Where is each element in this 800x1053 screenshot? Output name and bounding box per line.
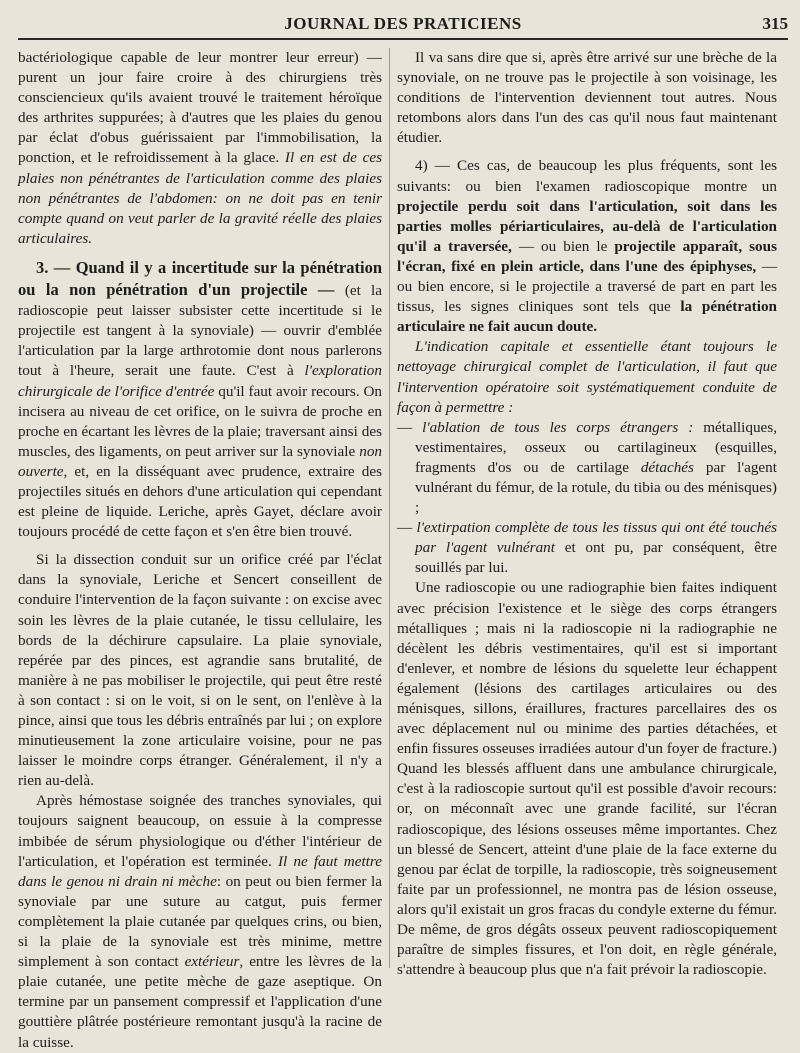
paragraph-radioscopie: Une radioscopie ou une radiographie bien faites indiquent avec précision l'existence et le siège des corps étrangers métalliques ; mais ni la radioscopie ni la radiographie ne décèlent les débris vestimentaires, qu'il est si important d'enlever, et nombre de lésions du squelette leur échappent également (lésions des cartilages articulaires ou des ménisques, sillons, éraillures, fractures parcellaires des os avec déplacement nul ou minime des parties détachées, et enfin fissures osseuses irradiées autour d'un foyer de fracture.) Quand les blessés affluent dans une ambulance chirurgicale, c'est à la radioscopie surtout qu'il est possible d'avoir recours: or, on méconnaît avec une grande facilité, sur l'écran radioscopique, des lésions osseuses même importantes. Chez un blessé de Sencert, atteint d'une plaie de la face externe du genou par éclat de torpille, la radioscopie, très soigneusement faite par un professionnel, ne montra pas de lésion osseuse, alors qu'il existait un gros fracas du condyle externe du fémur. De même, de gros dégâts osseux peuvent radioscopiquement paraître de simples fissures, et l'on doit, en règle générale, s'attendre à beaucoup plus que n'a fait prévoir la radioscopie. <box>397 579 777 979</box>
paragraph-bacteriologique <box>18 48 382 249</box>
left-column <box>18 48 382 1053</box>
paragraph-indication-capitale: L'indication capitale et essentielle étant toujours le nettoyage chirurgical complet de l'articulation, il faut que l'intervention opératoire soit systématiquement conduite de façon à permettre : <box>397 338 777 416</box>
paragraph-dissection: Si la dissection conduit sur un orifice créé par l'éclat dans la synoviale, Leriche et Sencert conseillent de conduire l'intervention de la façon suivante : on excise avec soin les lèvres de la plaie cutanée, le tissu cellulaire, les bords de la déchirure capsulaire. La plaie synoviale, repérée par des pinces, est agrandie sans brutalité, de manière à ne pas mobiliser le projectile, qui peut être resté à son contact : si on le voit, si on le sent, on l'enlève à la pince, ainsi que tous les débris entraînés par lui ; on explore minutieusement la zone articulaire voisine, pour ne pas laisser le moindre corps étranger. Généralement, il n'y a rien au-delà. <box>18 551 382 790</box>
paragraph-text: , et, en la disséquant avec prudence, extraire des projectiles situés en dehors d'une articulation qui cependant est pleine de liquide. Leriche, après Gayet, déclare avoir toujours procédé de cette façon et s'en être bien trouvé. <box>18 462 382 541</box>
italic-emphasis: non ouverte <box>18 442 382 480</box>
italic-emphasis: l'extirpation complète de tous les tissus qui ont été touchés par l'agent vulnérant <box>415 519 777 557</box>
paragraph-text: — ou bien le <box>511 237 615 255</box>
paragraph-hemostase <box>18 791 382 1052</box>
italic-emphasis: Il en est de ces plaies non pénétrantes de l'articulation comme des plaies non pénétrantes de l'abdomen: on ne doit pas en tenir compte quand on veut parler de la gravité réelle des plaies articulaires. <box>18 149 382 247</box>
section-3-paragraph <box>18 257 382 542</box>
paragraph-text: (et la radioscopie peut laisser subsister cette incertitude si le projectile est tangent à la synoviale) — ouvrir d'emblée l'articulation par la large arthrotomie dont nous parlerons tout à l'heure, serait une faute. C'est à <box>18 282 382 380</box>
bold-emphasis: la pénétration articulaire ne fait aucun doute. <box>397 298 777 336</box>
section-3-heading: 3. — Quand il y a incertitude sur la pénétration ou la non pénétration d'un projectile — <box>18 257 382 300</box>
list-item-ablation <box>397 418 777 518</box>
paragraph-text: — ou bien encore, si le projectile a traversé de part en part les tissus, les signes cliniques sont tels que <box>397 257 778 316</box>
list-item-extirpation <box>397 518 777 578</box>
paragraph-text: et ont pu, par conséquent, être souillés par lui. <box>415 539 778 577</box>
bold-emphasis: projectile apparaît, sous l'écran, fixé en plein article, dans l'une des épiphyses, <box>397 237 778 275</box>
page-number: 315 <box>762 14 788 33</box>
list-dash: — <box>397 418 423 436</box>
paragraph-text: par l'agent vulnérant du fémur, de la rotule, du tibia ou des ménisques) ; <box>415 458 777 517</box>
paragraph-text: Après hémostase soignée des tranches synoviales, qui toujours saignent beaucoup, on essuie à la compresse imbibée de sérum physiologique ou d'éther l'intérieur de l'articulation, et l'opération est terminée. <box>18 792 382 870</box>
paragraph-text: , entre les lèvres de la plaie cutanée, une petite mèche de gaze aseptique. On termine par un pansement compressif et l'application d'une gouttière plâtrée postérieure remontant jusqu'à la racine de la cuisse. <box>18 953 382 1051</box>
list-dash: — <box>397 519 417 537</box>
paragraph-text: 4) — Ces cas, de beaucoup les plus fréquents, sont les suivants: ou bien l'examen radioscopique montre un <box>397 157 777 195</box>
paragraph-text: : on peut ou bien fermer la synoviale par une suture au catgut, puis fermer complètement la plaie cutanée par quelques crins, ou bien, si la plaie de la synoviale est très minime, mettre simplement à son contact <box>18 872 382 971</box>
paragraph-text: métalliques, vestimentaires, osseux ou cartilagineux (esquilles, fragments d'os ou de cartilage <box>415 418 778 476</box>
paragraph-il-va-sans-dire: Il va sans dire que si, après être arrivé sur une brèche de la synoviale, on ne trouve pas le projectile à son voisinage, les conditions de l'intervention deviennent tout autres. Nous retombons alors dans l'un des cas qu'il nous faut maintenant étudier. <box>397 49 777 147</box>
right-column <box>397 48 777 980</box>
italic-emphasis: l'ablation de tous les corps étrangers : <box>422 418 694 436</box>
paragraph-text: bactériologique capable de leur montrer leur erreur) — purent un jour faire croire à des chirurgiens très consciencieux qu'ils avaient trouvé le traitement héroïque des arthrites suppurées; à d'autres que les plaies du genou par éclat d'obus guérissaient par l'immobilisation, la ponction, et le refroidissement à la glace. <box>18 49 382 167</box>
bold-emphasis: projectile perdu soit dans l'articulation, soit dans les parties molles périarticulaires, au-delà de l'articulation qu'il a traversée, <box>397 197 777 255</box>
paragraph-text: qu'il faut avoir recours. On incisera au niveau de cet orifice, on le suivra de proche en proche en écartant les lèvres de la plaie; traversant ainsi des muscles, des ligaments, on peut arriver sur la synoviale <box>18 382 383 460</box>
header-rule <box>18 38 788 40</box>
journal-title: JOURNAL DES PRATICIENS <box>284 14 522 33</box>
italic-emphasis: l'exploration chirurgicale de l'orifice d'entrée <box>18 362 382 400</box>
section-4-paragraph <box>397 156 777 337</box>
italic-emphasis: extérieur <box>184 953 240 971</box>
column-divider <box>389 48 390 968</box>
page-header <box>18 8 788 38</box>
italic-emphasis: détachés <box>640 458 694 476</box>
italic-emphasis: Il ne faut mettre dans le genou ni drain ni mèche <box>18 852 382 890</box>
